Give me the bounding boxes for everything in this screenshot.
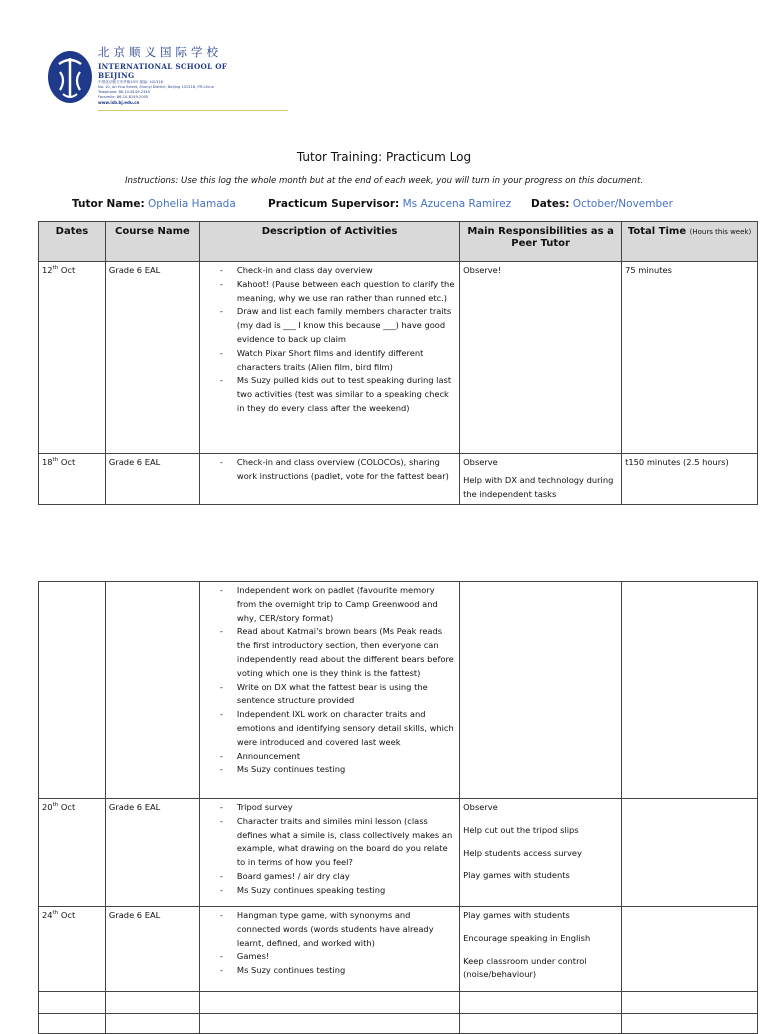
header-description: Description of Activities (199, 222, 459, 262)
school-phone-line: Telephone: 86-10-8149-2345 (98, 90, 150, 94)
activities-cell (199, 992, 459, 1014)
activity-item: - Watch Pixar Short films and identify different characters traits (Alien film, bird film) (237, 347, 456, 375)
activity-item: - Check-in and class day overview (237, 264, 456, 278)
school-name-chinese: 北京顺义国际学校 (98, 45, 222, 59)
activity-item: - Hangman type game, with synonyms and connected words (words students have already learnt, defined, and worked with) (237, 909, 456, 950)
activity-item: - Independent work on padlet (favourite memory from the overnight trip to Camp Greenwood and why, CER/story format) (237, 584, 456, 625)
responsibilities-cell (460, 907, 622, 992)
responsibilities-cell (460, 454, 622, 505)
activity-item: - Independent IXL work on character traits and emotions and identifying sensory detail skills, which were introduced and covered last week (237, 708, 456, 749)
activities-cell (199, 582, 459, 799)
school-logo-icon (46, 46, 94, 104)
responsibilities-cell (460, 582, 622, 799)
activities-cell (199, 799, 459, 907)
instructions-text: Instructions: Use this log the whole month but at the end of each week, you will turn in your progress on this document. (124, 176, 644, 186)
course-cell (105, 582, 199, 799)
activity-item: - Ms Suzy continues speaking testing (237, 884, 456, 898)
date-cell (39, 582, 106, 799)
activity-item: - Announcement (237, 750, 456, 764)
school-website: www.isb.bj.edu.cn (98, 100, 140, 105)
responsibility-item: Help cut out the tripod slips (463, 824, 579, 835)
responsibilities-cell (460, 262, 622, 454)
table-row (39, 907, 758, 992)
school-address-line: 中国北京顺义安华街10号 邮编: 101318 (98, 80, 163, 84)
tutor-name-value: Ophelia Hamada (148, 198, 236, 210)
responsibility-item: Help students access survey (463, 847, 582, 858)
total-time-cell (622, 992, 758, 1014)
school-name-block (98, 44, 248, 106)
date-cell: 12th Oct (39, 262, 106, 454)
table-row-empty (39, 992, 758, 1014)
supervisor-field (268, 198, 511, 210)
header-dates: Dates (39, 222, 106, 262)
activities-cell (199, 262, 459, 454)
course-cell: Grade 6 EAL (105, 262, 199, 454)
school-letterhead (46, 44, 246, 112)
responsibility-item: Help with DX and technology during the independent tasks (463, 474, 614, 499)
tutor-name-label: Tutor Name: (72, 198, 145, 210)
activity-item: - Check-in and class overview (COLOCOs), sharing work instructions (padlet, vote for the fattest bear) (237, 456, 456, 484)
activity-item: - Games! (237, 950, 456, 964)
activities-cell (199, 907, 459, 992)
header-course-name: Course Name (105, 222, 199, 262)
responsibility-item: Play games with students (463, 910, 570, 920)
activity-item: - Tripod survey (237, 801, 456, 815)
supervisor-label: Practicum Supervisor: (268, 198, 400, 210)
total-time-cell (622, 799, 758, 907)
activity-item: - Read about Katmai's brown bears (Ms Peak reads the first introductory section, then everyone can independently read about the different bears before voting which one is they think is the fattest) (237, 625, 456, 680)
course-cell (105, 992, 199, 1014)
responsibility-item: Play games with students (463, 870, 570, 881)
responsibilities-cell (460, 992, 622, 1014)
table-row (39, 799, 758, 907)
dates-value: October/November (572, 198, 673, 210)
responsibility-item: Keep classroom under control (noise/behaviour) (463, 955, 587, 980)
activity-item: - Character traits and similes mini lesson (class defines what a simile is, class collectively makes an example, what drawing on the board do you relate to in terms of how you feel? (237, 815, 456, 870)
date-cell (39, 992, 106, 1014)
table-row (39, 262, 758, 454)
total-time-cell: 75 minutes (622, 262, 758, 454)
total-time-cell (622, 582, 758, 799)
header-responsibilities: Main Responsibilities as a Peer Tutor (460, 222, 622, 262)
document-title: Tutor Training: Practicum Log (296, 150, 472, 164)
responsibilities-cell (460, 799, 622, 907)
school-fax-line: Facsimile: 86-10-8149-2005 (98, 95, 149, 99)
total-time-cell (622, 907, 758, 992)
tutor-name-field (72, 198, 236, 210)
practicum-log-table-continued (38, 581, 758, 1034)
activity-item: - Ms Suzy continues testing (237, 964, 456, 978)
activity-item: - Draw and list each family members character traits (my dad is ___ I know this because ___) have good evidence to back up claim (237, 305, 456, 346)
header-total-time-note: (Hours this week) (689, 228, 752, 236)
activities-cell (199, 454, 459, 505)
header-total-time (622, 222, 758, 262)
responsibility-item: Observe! (463, 265, 502, 275)
practicum-log-table (38, 221, 758, 505)
course-cell: Grade 6 EAL (105, 799, 199, 907)
total-time-cell: t150 minutes (2.5 hours) (622, 454, 758, 505)
date-cell: 24th Oct (39, 907, 106, 992)
school-name-english: INTERNATIONAL SCHOOL OF BEIJING (98, 62, 228, 80)
course-cell: Grade 6 EAL (105, 454, 199, 505)
table-row (39, 454, 758, 505)
activity-item: - Ms Suzy continues testing (237, 763, 456, 777)
school-address-line: No. 10, An Hua Street, Shunyi District, Beijing 101318, P.R.China (98, 85, 214, 89)
activity-item: - Kahoot! (Pause between each question to clarify the meaning, why we use ran rather than runned etc.) (237, 278, 456, 306)
letterhead-rule (98, 110, 288, 111)
activity-item: - Ms Suzy pulled kids out to test speaking during last two activities (test was similar to a speaking check in they do every class after the weekend) (237, 374, 456, 415)
table-row (39, 582, 758, 799)
responsibility-item: Observe (463, 802, 498, 812)
activity-item: - Write on DX what the fattest bear is using the sentence structure provided (237, 681, 456, 709)
date-cell: 18th Oct (39, 454, 106, 505)
dates-field (531, 198, 673, 210)
responsibility-item: Observe (463, 457, 498, 467)
date-cell: 20th Oct (39, 799, 106, 907)
course-cell: Grade 6 EAL (105, 907, 199, 992)
table-header-row (39, 222, 758, 262)
header-total-time-label: Total Time (627, 226, 687, 237)
responsibility-item: Encourage speaking in English (463, 932, 591, 943)
dates-label: Dates: (531, 198, 570, 210)
activity-item: - Board games! / air dry clay (237, 870, 456, 884)
supervisor-value: Ms Azucena Ramirez (402, 198, 512, 210)
